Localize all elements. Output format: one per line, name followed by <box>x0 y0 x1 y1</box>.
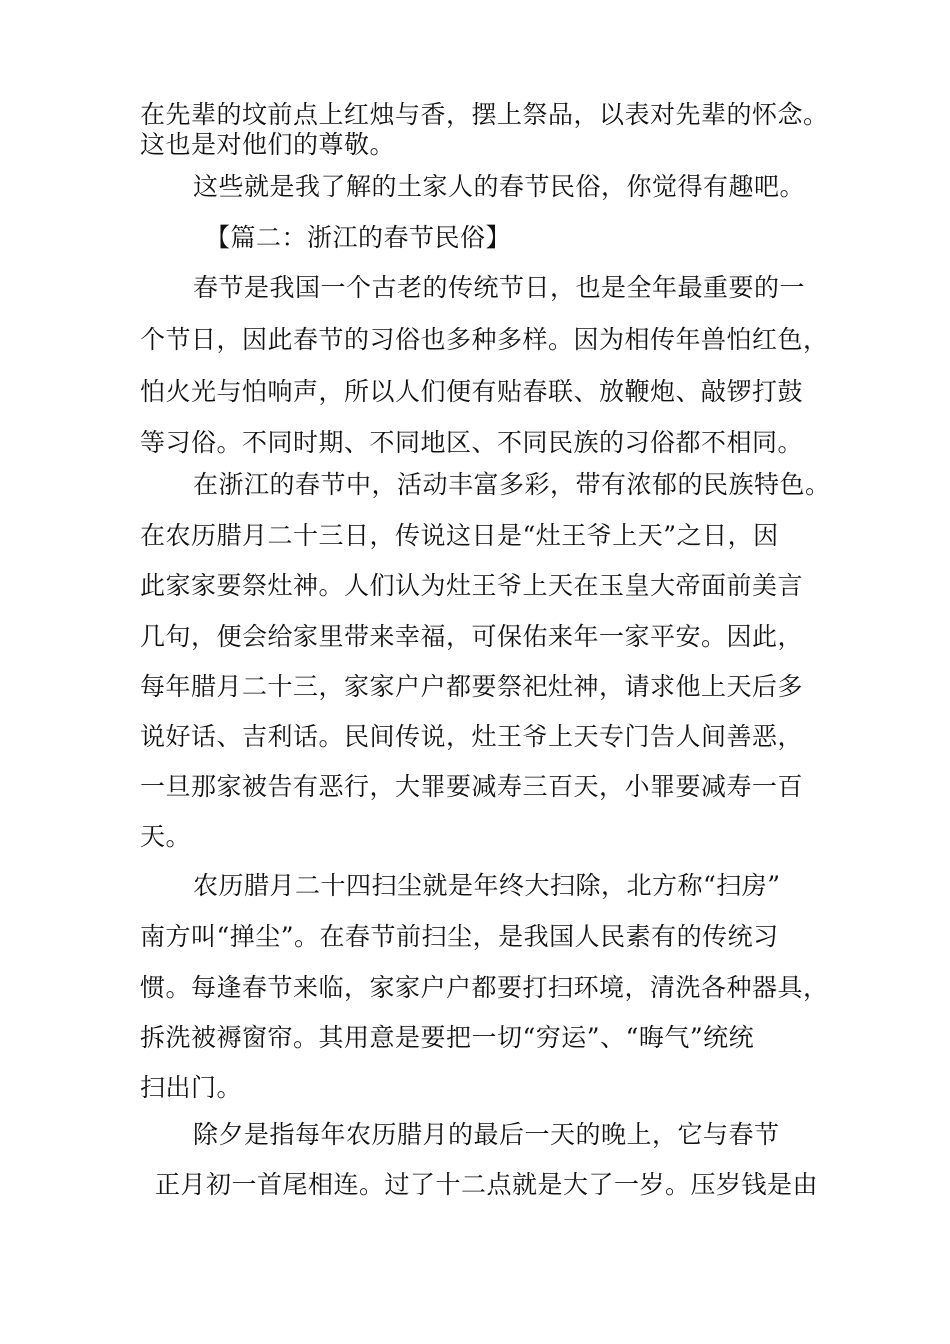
text-line: 春节是我国一个古老的传统节日，也是全年最重要的一 <box>193 273 806 302</box>
text-line: 每年腊月二十三，家家户户都要祭祀灶神，请求他上天后多 <box>140 672 804 701</box>
text-line: 这些就是我了解的土家人的春节民俗，你觉得有趣吧。 <box>193 172 806 201</box>
text-line: 惯。每逢春节来临，家家户户都要打扫环境，清洗各种器具， <box>140 973 829 1002</box>
text-line: 在浙江的春节中，活动丰富多彩，带有浓郁的民族特色。 <box>193 470 831 499</box>
section-heading: 【篇二：浙江的春节民俗】 <box>205 223 512 252</box>
text-line: 等习俗。不同时期、不同地区、不同民族的习俗都不相同。 <box>140 428 804 457</box>
text-line: 正月初一首尾相连。过了十二点就是大了一岁。压岁钱是由 <box>155 1170 819 1199</box>
text-line: 南方叫“掸尘”。在春节前扫尘，是我国人民素有的传统习 <box>140 922 779 951</box>
text-line: 说好话、吉利话。民间传说，灶王爷上天专门告人间善恶， <box>140 722 804 751</box>
text-line: 农历腊月二十四扫尘就是年终大扫除，北方称“扫房” <box>193 871 781 900</box>
text-line: 在农历腊月二十三日，传说这日是“灶王爷上天”之日，因 <box>140 521 779 550</box>
text-line: 天。 <box>140 822 192 851</box>
text-line: 怕火光与怕响声，所以人们便有贴春联、放鞭炮、敲锣打鼓 <box>140 377 804 406</box>
text-line: 几句，便会给家里带来幸福，可保佑来年一家平安。因此， <box>140 622 804 651</box>
text-line: 除夕是指每年农历腊月的最后一天的晚上，它与春节 <box>193 1120 780 1149</box>
text-line: 此家家要祭灶神。人们认为灶王爷上天在玉皇大帝面前美言 <box>140 571 804 600</box>
text-line: 扫出门。 <box>140 1073 243 1102</box>
text-line: 一旦那家被告有恶行，大罪要减寿三百天，小罪要减寿一百 <box>140 772 804 801</box>
text-line: 拆洗被褥窗帘。其用意是要把一切“穷运”、“晦气”统统 <box>140 1023 755 1052</box>
text-line: 这也是对他们的尊敬。 <box>140 130 396 159</box>
text-line: 在先辈的坟前点上红烛与香，摆上祭品，以表对先辈的怀念。 <box>140 100 829 129</box>
text-line: 个节日，因此春节的习俗也多种多样。因为相传年兽怕红色， <box>140 325 829 354</box>
